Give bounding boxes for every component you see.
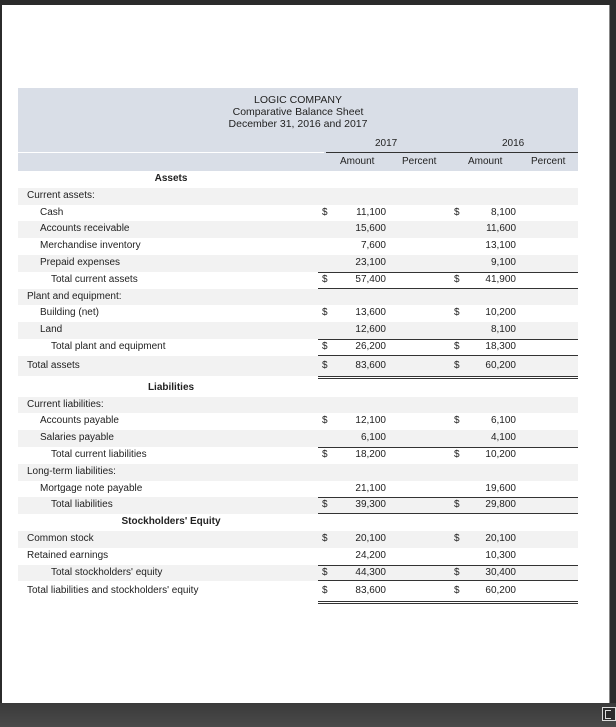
col-percent-2017: Percent [402, 156, 437, 167]
balance-sheet [18, 88, 578, 605]
subtotal-rule [318, 497, 578, 498]
subtotal-rule [318, 447, 578, 448]
row-label: Total plant and equipment [51, 340, 166, 352]
amount-2017: 13,600 [355, 307, 386, 319]
row-label: Current assets: [27, 189, 95, 201]
amount-2016: 20,100 [485, 532, 516, 544]
table-row [18, 205, 578, 222]
amount-2016: 18,300 [485, 340, 516, 352]
row-label: Retained earnings [27, 549, 109, 561]
currency-2017: $ [322, 499, 328, 511]
currency-2017: $ [322, 307, 328, 319]
sheet-body [18, 171, 578, 605]
double-underline [318, 376, 578, 379]
table-row [18, 397, 578, 414]
sheet-title: Comparative Balance Sheet [232, 106, 364, 118]
col-percent-2016: Percent [531, 156, 566, 167]
currency-2016: $ [454, 415, 460, 427]
currency-2016: $ [454, 206, 460, 218]
table-row [18, 447, 578, 464]
row-label: Building (net) [40, 307, 99, 319]
row-label: Total liabilities and stockholders' equity [27, 585, 199, 597]
sheet-header [18, 88, 578, 171]
row-label: Merchandise inventory [40, 240, 141, 252]
amount-2017: 20,100 [355, 532, 386, 544]
amount-2016: 8,100 [490, 324, 516, 336]
row-label: Total current assets [51, 273, 138, 285]
year-2017: 2017 [375, 138, 398, 149]
year-header-row [18, 133, 578, 153]
amount-2017: 21,100 [355, 482, 386, 494]
row-label: Salaries payable [40, 432, 114, 444]
row-label: Total current liabilities [51, 448, 147, 460]
table-row [18, 531, 578, 548]
table-row [18, 581, 578, 601]
table-row [18, 305, 578, 322]
currency-2017: $ [322, 206, 328, 218]
amount-2017: 15,600 [355, 223, 386, 235]
amount-2017: 44,300 [355, 566, 386, 578]
amount-2017: 7,600 [360, 240, 386, 252]
section-heading [18, 380, 578, 397]
amount-2017: 57,400 [355, 273, 386, 285]
amount-2017: 6,100 [360, 432, 386, 444]
amount-2016: 60,200 [485, 359, 516, 371]
row-label: Mortgage note payable [40, 482, 143, 494]
currency-2016: $ [454, 585, 460, 597]
col-amount-2016: Amount [468, 156, 503, 167]
table-row [18, 413, 578, 430]
currency-2017: $ [322, 566, 328, 578]
sheet-date: December 31, 2016 and 2017 [228, 118, 368, 130]
table-row [18, 221, 578, 238]
currency-2017: $ [322, 273, 328, 285]
currency-2017: $ [322, 340, 328, 352]
currency-2017: $ [322, 585, 328, 597]
column-header-row [18, 153, 578, 171]
currency-2017: $ [322, 532, 328, 544]
row-label: Assets [154, 173, 188, 184]
double-underline [318, 601, 578, 604]
table-row [18, 464, 578, 481]
table-row [18, 497, 578, 514]
table-row [18, 356, 578, 376]
subtotal-rule [318, 339, 578, 340]
amount-2017: 83,600 [355, 585, 386, 597]
table-row [18, 548, 578, 565]
amount-2016: 10,200 [485, 307, 516, 319]
col-amount-2017: Amount [340, 156, 375, 167]
table-row [18, 272, 578, 289]
currency-2016: $ [454, 448, 460, 460]
amount-2016: 4,100 [490, 432, 516, 444]
subtotal-rule [318, 565, 578, 566]
amount-2016: 30,400 [485, 566, 516, 578]
year-2016: 2016 [502, 138, 525, 149]
amount-2017: 12,600 [355, 324, 386, 336]
section-heading [18, 171, 578, 188]
row-label: Accounts receivable [40, 223, 130, 235]
row-label: Prepaid expenses [40, 256, 121, 268]
table-row [18, 188, 578, 205]
section-heading [18, 514, 578, 531]
currency-2016: $ [454, 340, 460, 352]
amount-2016: 11,600 [486, 223, 516, 235]
row-label: Accounts payable [40, 415, 119, 427]
amount-2016: 19,600 [485, 482, 516, 494]
currency-2016: $ [454, 532, 460, 544]
row-label: Total assets [27, 359, 80, 371]
amount-2017: 12,100 [355, 415, 386, 427]
table-row [18, 430, 578, 447]
subtotal-rule [318, 272, 578, 273]
amount-2016: 9,100 [490, 256, 516, 268]
row-label: Land [40, 324, 63, 336]
amount-2016: 41,900 [485, 273, 516, 285]
table-row [18, 322, 578, 339]
row-label: Total liabilities [51, 499, 113, 511]
row-label: Stockholders' Equity [121, 516, 221, 528]
amount-2017: 18,200 [355, 448, 386, 460]
bottom-toolbar [0, 703, 616, 727]
amount-2017: 26,200 [355, 340, 386, 352]
fullscreen-icon[interactable] [602, 707, 616, 721]
currency-2016: $ [454, 273, 460, 285]
row-label: Cash [40, 206, 64, 218]
table-row [18, 255, 578, 272]
amount-2016: 10,200 [485, 448, 516, 460]
amount-2016: 10,300 [485, 549, 516, 561]
currency-2017: $ [322, 359, 328, 371]
currency-2016: $ [454, 307, 460, 319]
table-row [18, 289, 578, 306]
row-label: Liabilities [147, 381, 195, 393]
currency-2017: $ [322, 448, 328, 460]
amount-2016: 8,100 [490, 206, 516, 218]
row-label: Common stock [27, 532, 94, 544]
row-label: Current liabilities: [27, 398, 104, 410]
amount-2017: 23,100 [355, 256, 386, 268]
amount-2017: 39,300 [355, 499, 386, 511]
amount-2016: 6,100 [490, 415, 516, 427]
company-name: LOGIC COMPANY [254, 94, 342, 106]
table-row [18, 339, 578, 356]
currency-2016: $ [454, 566, 460, 578]
currency-2017: $ [322, 415, 328, 427]
amount-2017: 11,100 [356, 206, 386, 218]
row-label: Long-term liabilities: [27, 465, 116, 477]
amount-2016: 29,800 [485, 499, 516, 511]
currency-2016: $ [454, 359, 460, 371]
row-label: Total stockholders' equity [51, 566, 163, 578]
table-row [18, 238, 578, 255]
table-row [18, 565, 578, 582]
amount-2016: 13,100 [485, 240, 516, 252]
amount-2017: 24,200 [355, 549, 386, 561]
amount-2017: 83,600 [355, 359, 386, 371]
row-label: Plant and equipment: [27, 290, 122, 302]
currency-2016: $ [454, 499, 460, 511]
table-row [18, 481, 578, 498]
amount-2016: 60,200 [485, 585, 516, 597]
